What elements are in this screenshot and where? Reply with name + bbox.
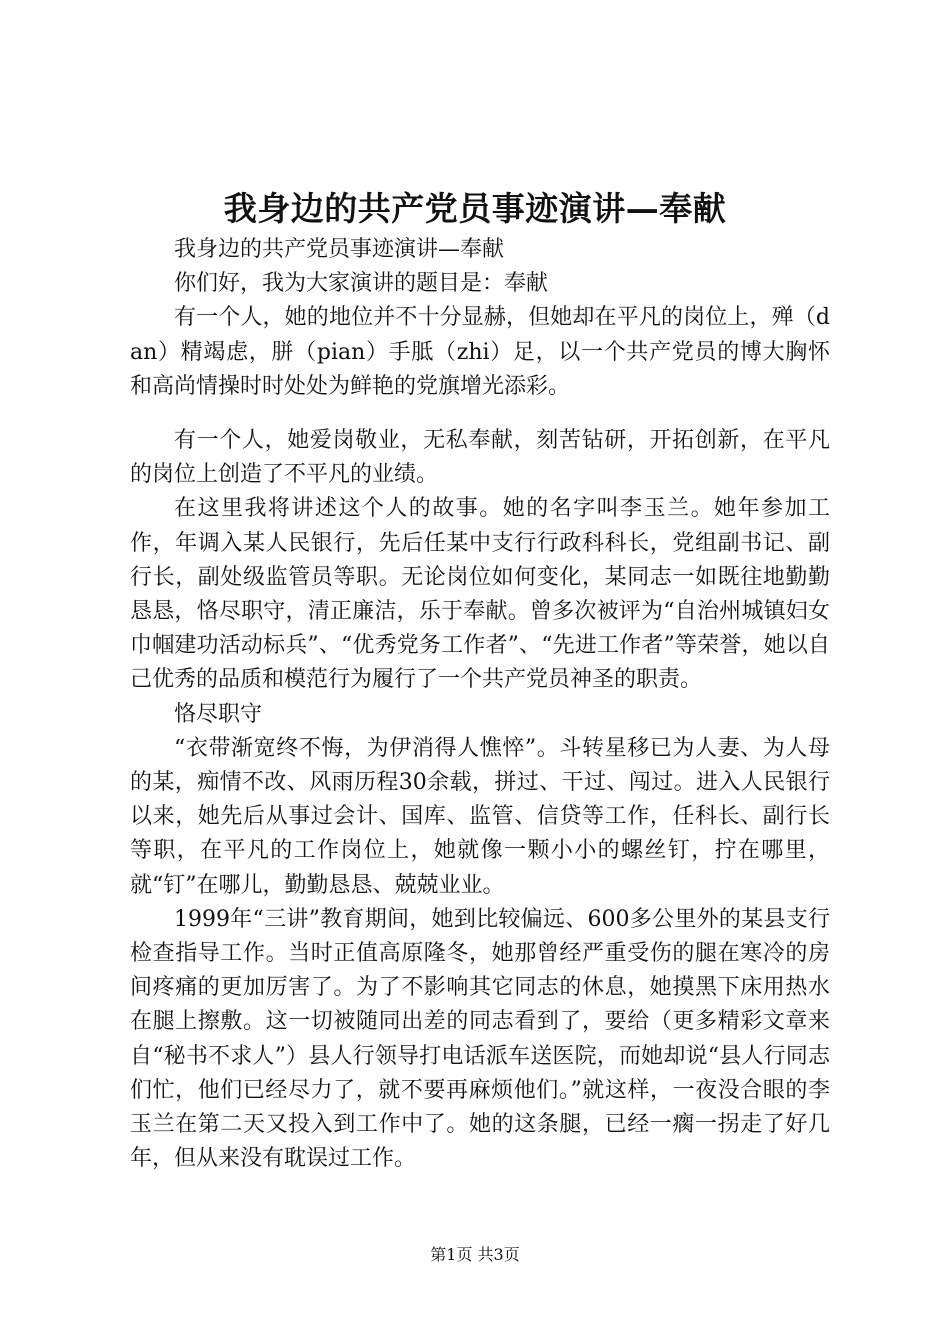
paragraph-intro: 有一个人，她的地位并不十分显赫，但她却在平凡的岗位上，殚（dan）精竭虑，胼（pian）手胝（zhi）足，以一个共产党员的博大胸怀和高尚情操时时处处为鲜艳的党旗增光添彩。 — [130, 305, 830, 399]
section-heading: 恪尽职守 — [174, 701, 263, 727]
paragraph-story: 在这里我将讲述这个人的故事。她的名字叫李玉兰。她年参加工作，年调入某人民银行，先后任某中支行行政科科长，党组副书记、副行长，副处级监管员等职。无论岗位如何变化，某同志一如既往地勤勤恳恳，恪尽职守，清正廉洁，乐于奉献。曾多次被评为“自治州城镇妇女巾帼建功活动标兵”、“优秀党务工作者”、“先进工作者”等荣誉，她以自己优秀的品质和模范行为履行了一个共产党员神圣的职责。 — [130, 496, 830, 693]
document-title: 我身边的共产党员事迹演讲—奉献 — [223, 189, 727, 228]
page-footer: 第1页 共3页 — [430, 1245, 520, 1264]
document-body — [130, 233, 830, 1176]
paragraph-career: “衣带渐宽终不悔，为伊消得人憔悴”。斗转星移已为人妻、为人母的某，痴情不改、风雨历程30余载，拼过、干过、闯过。进入人民银行以来，她先后从事过会计、国库、监管、信贷等工作，任科长、副行长等职，在平凡的工作岗位上，她就像一颗小小的螺丝钉，拧在哪里，就“钉”在哪儿，勤勤恳恳、兢兢业业。 — [130, 735, 830, 898]
paragraph-subtitle: 我身边的共产党员事迹演讲—奉献 — [174, 237, 505, 262]
paragraph-greeting: 你们好，我为大家演讲的题目是：奉献 — [174, 271, 549, 297]
paragraph-dedication: 有一个人，她爱岗敬业，无私奉献，刻苦钻研，开拓创新，在平凡的岗位上创造了不平凡的业绩。 — [130, 428, 830, 488]
paragraph-1999: 1999年“三讲”教育期间，她到比较偏远、600多公里外的某县支行检查指导工作。当时正值高原隆冬，她那曾经严重受伤的腿在寒冷的房间疼痛的更加厉害了。为了不影响其它同志的休息，她摸黑下床用热水在腿上擦敷。这一切被随同出差的同志看到了，要给（更多精彩文章来自“秘书不求人”）县人行领导打电话派车送医院，而她却说“县人行同志们忙，他们已经尽力了，就不要再麻烦他们。”就这样，一夜没合眼的李玉兰在第二天又投入到工作中了。她的这条腿，已经一瘸一拐走了好几年，但从来没有耽误过工作。 — [130, 906, 830, 1172]
